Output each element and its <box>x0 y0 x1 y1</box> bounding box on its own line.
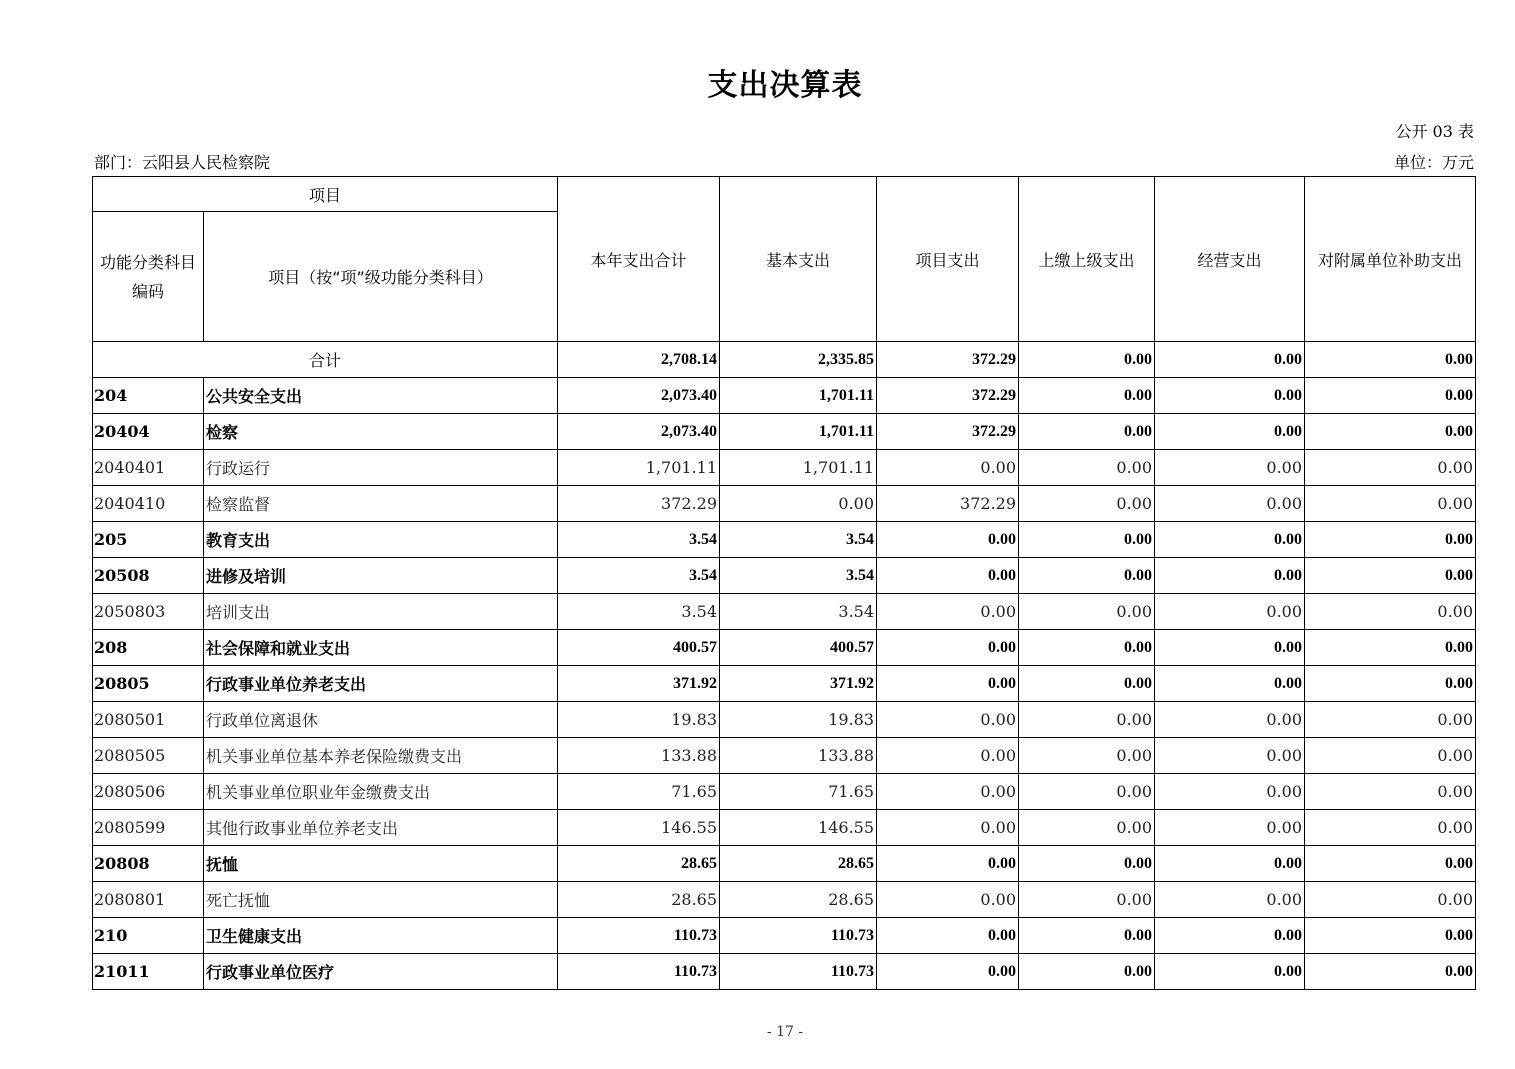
row-value: 133.88 <box>558 738 720 774</box>
row-value: 0.00 <box>877 450 1019 486</box>
row-value: 0.00 <box>1305 378 1476 414</box>
row-code: 21011 <box>93 954 204 990</box>
row-value: 1,701.11 <box>720 378 877 414</box>
row-value: 19.83 <box>558 702 720 738</box>
row-value: 1,701.11 <box>720 450 877 486</box>
total-label: 合计 <box>93 342 558 378</box>
row-value: 110.73 <box>720 954 877 990</box>
table-row <box>93 774 1476 810</box>
row-value: 0.00 <box>1155 810 1305 846</box>
table-row <box>93 450 1476 486</box>
row-value: 2,073.40 <box>558 414 720 450</box>
row-value: 3.54 <box>720 594 877 630</box>
row-value: 71.65 <box>720 774 877 810</box>
row-code: 2040410 <box>93 486 204 522</box>
row-value: 0.00 <box>1305 882 1476 918</box>
row-value: 3.54 <box>720 522 877 558</box>
row-value: 0.00 <box>1155 630 1305 666</box>
row-value: 0.00 <box>1305 414 1476 450</box>
row-value: 0.00 <box>877 666 1019 702</box>
row-code: 20508 <box>93 558 204 594</box>
total-value: 0.00 <box>1155 342 1305 378</box>
row-value: 0.00 <box>877 702 1019 738</box>
row-name: 行政事业单位医疗 <box>204 954 558 990</box>
expenditure-table <box>92 176 1476 990</box>
row-value: 0.00 <box>1155 594 1305 630</box>
table-row <box>93 810 1476 846</box>
row-code: 204 <box>93 378 204 414</box>
row-code: 20805 <box>93 666 204 702</box>
row-value: 400.57 <box>720 630 877 666</box>
table-row <box>93 666 1476 702</box>
row-value: 0.00 <box>1019 522 1155 558</box>
row-value: 0.00 <box>1019 414 1155 450</box>
row-code: 2080801 <box>93 882 204 918</box>
row-value: 0.00 <box>1155 414 1305 450</box>
row-value: 0.00 <box>1305 594 1476 630</box>
row-value: 0.00 <box>1019 666 1155 702</box>
header-subsidy: 对附属单位补助支出 <box>1305 177 1476 342</box>
row-value: 372.29 <box>877 486 1019 522</box>
row-value: 0.00 <box>1155 378 1305 414</box>
table-row <box>93 558 1476 594</box>
table-row <box>93 378 1476 414</box>
row-value: 110.73 <box>558 954 720 990</box>
row-value: 0.00 <box>1019 774 1155 810</box>
row-value: 0.00 <box>877 738 1019 774</box>
total-row <box>93 342 1476 378</box>
row-value: 110.73 <box>558 918 720 954</box>
row-name: 行政运行 <box>204 450 558 486</box>
row-value: 2,073.40 <box>558 378 720 414</box>
row-value: 0.00 <box>1305 450 1476 486</box>
row-value: 0.00 <box>1019 954 1155 990</box>
row-value: 372.29 <box>877 378 1019 414</box>
row-name: 进修及培训 <box>204 558 558 594</box>
header-total: 本年支出合计 <box>558 177 720 342</box>
row-value: 28.65 <box>558 882 720 918</box>
header-upper: 上缴上级支出 <box>1019 177 1155 342</box>
row-value: 0.00 <box>1155 666 1305 702</box>
row-code: 20404 <box>93 414 204 450</box>
table-row <box>93 738 1476 774</box>
row-value: 0.00 <box>877 522 1019 558</box>
table-row <box>93 846 1476 882</box>
row-name: 教育支出 <box>204 522 558 558</box>
header-name: 项目（按“项”级功能分类科目） <box>204 212 558 342</box>
row-value: 0.00 <box>877 594 1019 630</box>
row-value: 0.00 <box>1019 630 1155 666</box>
row-value: 0.00 <box>1305 486 1476 522</box>
row-value: 0.00 <box>1155 450 1305 486</box>
total-value: 2,335.85 <box>720 342 877 378</box>
row-value: 133.88 <box>720 738 877 774</box>
row-value: 19.83 <box>720 702 877 738</box>
row-value: 0.00 <box>1019 486 1155 522</box>
header-basic: 基本支出 <box>720 177 877 342</box>
row-value: 0.00 <box>877 630 1019 666</box>
row-name: 检察监督 <box>204 486 558 522</box>
row-code: 208 <box>93 630 204 666</box>
header-project: 项目 <box>93 177 558 212</box>
row-value: 0.00 <box>1155 738 1305 774</box>
row-value: 0.00 <box>877 954 1019 990</box>
row-value: 3.54 <box>558 558 720 594</box>
row-value: 28.65 <box>558 846 720 882</box>
row-value: 0.00 <box>1019 738 1155 774</box>
row-code: 2050803 <box>93 594 204 630</box>
row-value: 0.00 <box>1155 882 1305 918</box>
row-name: 死亡抚恤 <box>204 882 558 918</box>
unit-label: 单位：万元 <box>1393 153 1474 172</box>
table-row <box>93 522 1476 558</box>
row-code: 2040401 <box>93 450 204 486</box>
row-value: 1,701.11 <box>558 450 720 486</box>
row-value: 0.00 <box>1155 558 1305 594</box>
row-value: 400.57 <box>558 630 720 666</box>
row-value: 0.00 <box>1305 522 1476 558</box>
row-value: 0.00 <box>1305 702 1476 738</box>
row-value: 0.00 <box>1019 846 1155 882</box>
row-value: 0.00 <box>1019 882 1155 918</box>
row-value: 0.00 <box>877 846 1019 882</box>
row-value: 0.00 <box>877 882 1019 918</box>
row-name: 其他行政事业单位养老支出 <box>204 810 558 846</box>
row-name: 机关事业单位职业年金缴费支出 <box>204 774 558 810</box>
row-value: 0.00 <box>1155 702 1305 738</box>
row-value: 372.29 <box>558 486 720 522</box>
row-name: 检察 <box>204 414 558 450</box>
row-value: 371.92 <box>720 666 877 702</box>
row-name: 行政事业单位养老支出 <box>204 666 558 702</box>
table-row <box>93 630 1476 666</box>
row-value: 0.00 <box>1155 846 1305 882</box>
table-row <box>93 414 1476 450</box>
row-name: 机关事业单位基本养老保险缴费支出 <box>204 738 558 774</box>
row-value: 110.73 <box>720 918 877 954</box>
table-row <box>93 954 1476 990</box>
total-value: 0.00 <box>1305 342 1476 378</box>
row-value: 0.00 <box>877 774 1019 810</box>
total-value: 372.29 <box>877 342 1019 378</box>
page-title: 支出决算表 <box>707 68 863 103</box>
row-value: 0.00 <box>1019 594 1155 630</box>
row-value: 0.00 <box>1155 486 1305 522</box>
row-code: 2080599 <box>93 810 204 846</box>
row-code: 2080501 <box>93 702 204 738</box>
row-value: 0.00 <box>1155 918 1305 954</box>
row-value: 0.00 <box>1305 774 1476 810</box>
row-value: 0.00 <box>1019 702 1155 738</box>
row-value: 0.00 <box>1019 558 1155 594</box>
row-value: 0.00 <box>1019 378 1155 414</box>
row-value: 28.65 <box>720 882 877 918</box>
table-row <box>93 918 1476 954</box>
row-value: 146.55 <box>558 810 720 846</box>
table-row <box>93 882 1476 918</box>
row-value: 1,701.11 <box>720 414 877 450</box>
form-number: 公开 03 表 <box>1395 122 1474 141</box>
row-value: 0.00 <box>1305 810 1476 846</box>
row-value: 0.00 <box>877 810 1019 846</box>
row-value: 0.00 <box>1305 954 1476 990</box>
row-code: 2080506 <box>93 774 204 810</box>
row-name: 卫生健康支出 <box>204 918 558 954</box>
row-name: 社会保障和就业支出 <box>204 630 558 666</box>
row-code: 205 <box>93 522 204 558</box>
total-value: 0.00 <box>1019 342 1155 378</box>
header-business: 经营支出 <box>1155 177 1305 342</box>
row-value: 0.00 <box>1019 918 1155 954</box>
department-label: 部门：云阳县人民检察院 <box>94 153 271 172</box>
row-value: 0.00 <box>1305 738 1476 774</box>
row-value: 0.00 <box>1155 522 1305 558</box>
row-value: 3.54 <box>558 594 720 630</box>
row-value: 3.54 <box>558 522 720 558</box>
row-code: 20808 <box>93 846 204 882</box>
row-code: 210 <box>93 918 204 954</box>
row-value: 0.00 <box>1019 810 1155 846</box>
table-row <box>93 486 1476 522</box>
row-value: 0.00 <box>1305 630 1476 666</box>
table-row <box>93 594 1476 630</box>
row-name: 行政单位离退休 <box>204 702 558 738</box>
row-value: 146.55 <box>720 810 877 846</box>
row-value: 372.29 <box>877 414 1019 450</box>
row-value: 0.00 <box>877 918 1019 954</box>
row-name: 培训支出 <box>204 594 558 630</box>
row-value: 0.00 <box>1019 450 1155 486</box>
row-value: 3.54 <box>720 558 877 594</box>
row-value: 71.65 <box>558 774 720 810</box>
row-value: 0.00 <box>1155 954 1305 990</box>
row-name: 抚恤 <box>204 846 558 882</box>
header-code: 功能分类科目编码 <box>93 212 204 342</box>
row-code: 2080505 <box>93 738 204 774</box>
row-value: 0.00 <box>1305 918 1476 954</box>
row-name: 公共安全支出 <box>204 378 558 414</box>
row-value: 0.00 <box>720 486 877 522</box>
header-project-expense: 项目支出 <box>877 177 1019 342</box>
table-row <box>93 702 1476 738</box>
row-value: 371.92 <box>558 666 720 702</box>
total-value: 2,708.14 <box>558 342 720 378</box>
row-value: 0.00 <box>1305 666 1476 702</box>
row-value: 28.65 <box>720 846 877 882</box>
page-number: - 17 - <box>766 1024 804 1040</box>
row-value: 0.00 <box>1305 846 1476 882</box>
row-value: 0.00 <box>1305 558 1476 594</box>
row-value: 0.00 <box>877 558 1019 594</box>
row-value: 0.00 <box>1155 774 1305 810</box>
